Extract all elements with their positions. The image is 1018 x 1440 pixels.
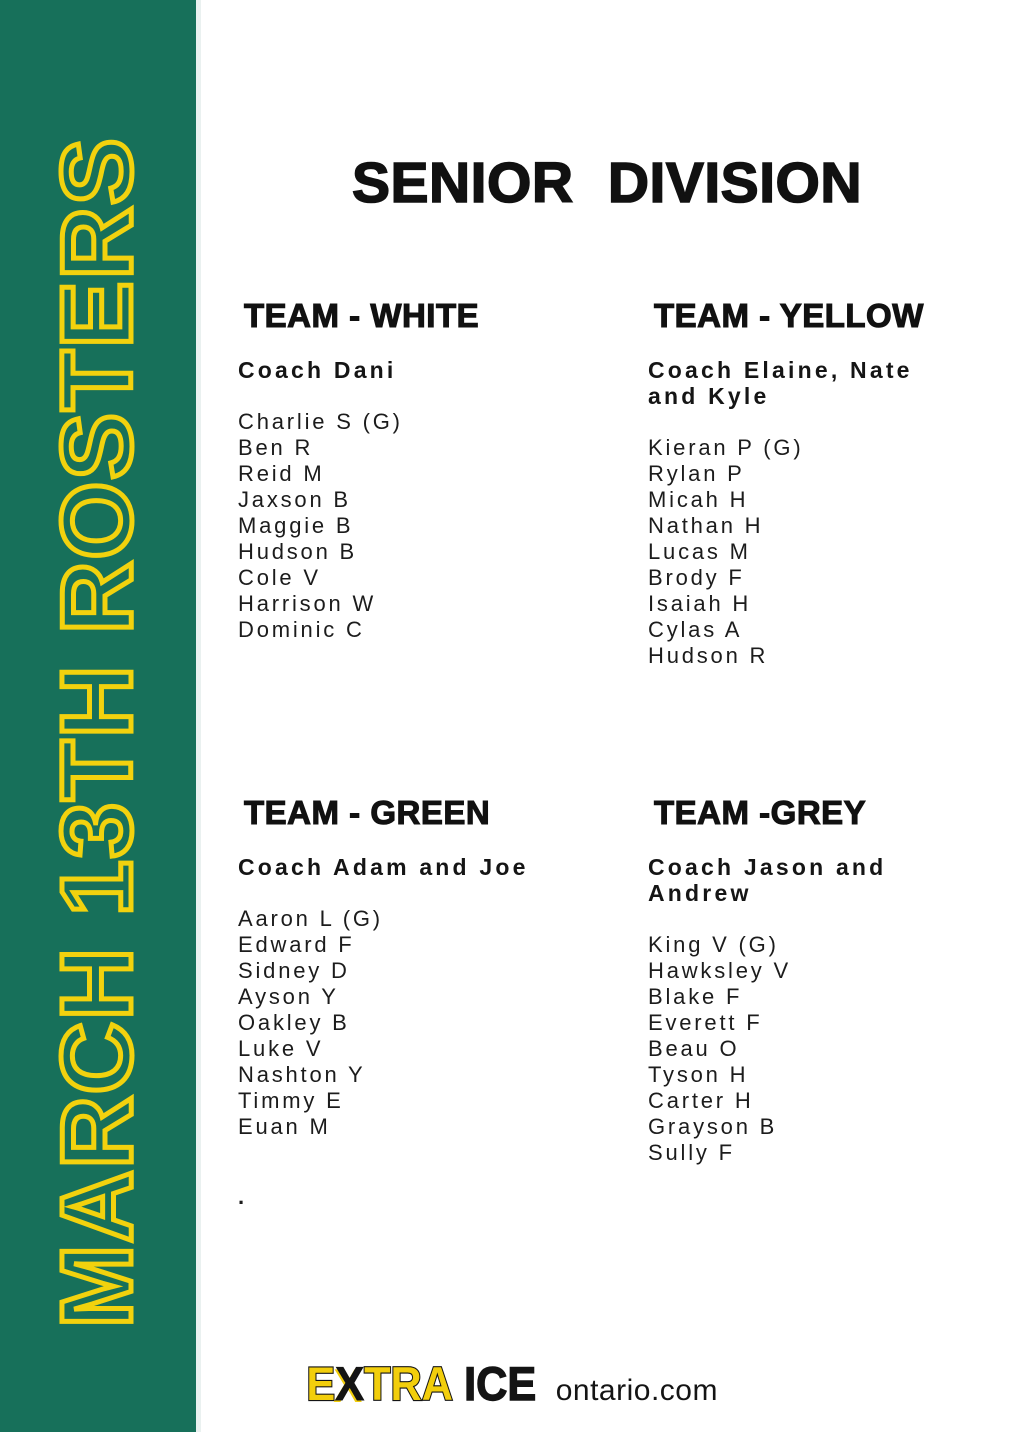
logo-letter: T [364, 1357, 391, 1410]
coach-name [238, 854, 583, 880]
player-name: Hawksley V [648, 958, 791, 983]
player-name: Kieran P (G) [648, 435, 804, 460]
player-name: Isaiah H [648, 591, 752, 616]
player-name: Cole V [238, 565, 321, 590]
player-name: Ayson Y [238, 984, 339, 1009]
player-name: Harrison W [238, 591, 377, 616]
coach-line: and Kyle [648, 383, 770, 409]
player-name: Hudson B [238, 539, 358, 564]
coach-line: Andrew [648, 880, 752, 906]
players-list [238, 409, 583, 643]
coach-name [238, 357, 583, 383]
player-name: Luke V [238, 1036, 324, 1061]
coach-line: Coach Dani [238, 357, 397, 383]
player-name: Timmy E [238, 1088, 344, 1113]
players-list [238, 906, 583, 1140]
footer-site-text: ontario.com [555, 1374, 718, 1407]
player-name: Lucas M [648, 539, 751, 564]
coach-name [648, 357, 993, 409]
team-section [238, 794, 583, 1210]
player-name: Sidney D [238, 958, 350, 983]
player-name: Cylas A [648, 617, 743, 642]
team-heading: TEAM - GREEN [244, 794, 491, 831]
player-name: Edward F [238, 932, 355, 957]
player-name: Tyson H [648, 1062, 749, 1087]
player-name: Euan M [238, 1114, 331, 1139]
logo-letter: E [306, 1357, 336, 1410]
page-title: SENIOR DIVISION [351, 151, 863, 215]
player-name: Reid M [238, 461, 325, 486]
footer [0, 1356, 1018, 1411]
coach-line: Coach Jason and [648, 854, 887, 880]
player-name: Maggie B [238, 513, 354, 538]
logo-letter: A [421, 1357, 453, 1410]
player-name: King V (G) [648, 932, 779, 957]
vertical-roster-date-text: MARCH 13TH ROSTERS [41, 136, 153, 1328]
player-name: Oakley B [238, 1010, 350, 1035]
player-name: Everett F [648, 1010, 763, 1035]
player-name: Ben R [238, 435, 314, 460]
player-name: Blake F [648, 984, 743, 1009]
team-section [238, 297, 583, 643]
team-section [648, 297, 993, 669]
player-name: Charlie S (G) [238, 409, 403, 434]
player-name: Beau O [648, 1036, 740, 1061]
player-name: Jaxson B [238, 487, 351, 512]
logo-letter: R [390, 1357, 422, 1410]
players-list [648, 932, 993, 1166]
player-name: Carter H [648, 1088, 754, 1113]
team-heading: TEAM - WHITE [244, 297, 480, 334]
player-name: Dominic C [238, 617, 365, 642]
player-name: Nathan H [648, 513, 764, 538]
player-name: Nashton Y [238, 1062, 366, 1087]
player-name: Micah H [648, 487, 749, 512]
team-heading: TEAM - YELLOW [654, 297, 924, 334]
player-name: Aaron L (G) [238, 906, 383, 931]
footnote-dot: . [238, 1184, 245, 1209]
team-section [648, 794, 993, 1166]
player-name: Rylan P [648, 461, 745, 486]
extra-logo-word [306, 1356, 453, 1411]
ice-logo-word: ICE [464, 1357, 537, 1410]
player-name: Brody F [648, 565, 745, 590]
player-name: Grayson B [648, 1114, 778, 1139]
players-list [648, 435, 993, 669]
player-name: Sully F [648, 1140, 735, 1165]
coach-line: Coach Adam and Joe [238, 854, 529, 880]
coach-name [648, 854, 993, 906]
team-heading: TEAM -GREY [654, 794, 867, 831]
player-name: Hudson R [648, 643, 769, 668]
logo-letter: X [335, 1357, 365, 1410]
coach-line: Coach Elaine, Nate [648, 357, 913, 383]
